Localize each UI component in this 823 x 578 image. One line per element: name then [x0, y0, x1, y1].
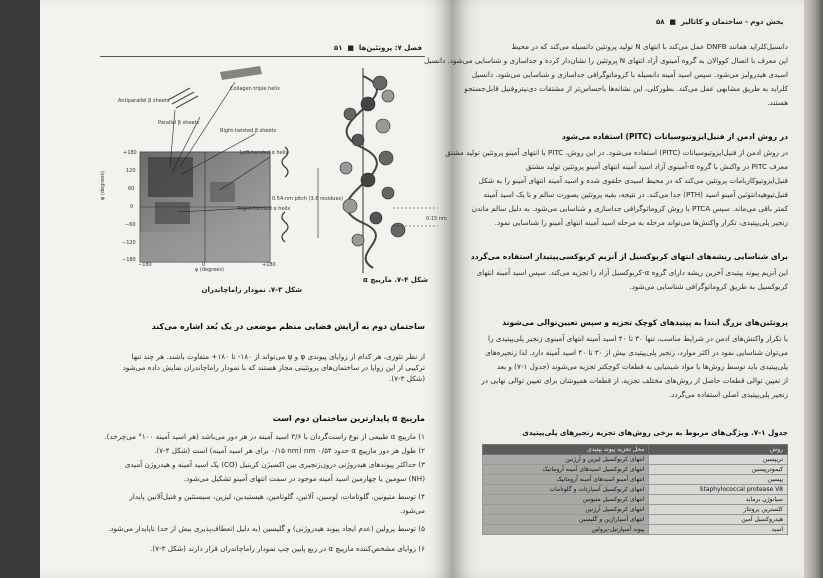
table-caption: جدول ۱-۷. ویژگی‌های مربوط به برخی روش‌های تجزیه زنجیرهای پلی‌پپتیدی — [522, 428, 788, 437]
helix-pitch-label: 0.54-nm pitch (3.6 residues) — [272, 196, 344, 202]
y-tick: 120 — [126, 168, 136, 174]
table-cell: اسید — [649, 525, 788, 535]
table-row — [483, 505, 788, 515]
list-item: ۱) مارپیچ α طبیعی از نوع راست‌گردان با ۳/۶ اسید آمینه در هر دور می‌باشد (هر اسید آمینه ۱۰۰° می‌چرخد). — [104, 432, 425, 441]
table-header: روش — [649, 445, 788, 455]
paragraph-line: ترکیبی از این زوایا در ساختمان‌های پروتئینی مجاز هستند که با نمودار راماچاندران نمایش داده می‌شود — [122, 363, 425, 372]
paragraph-line: با تکرار واکنش‌های ادمن در شرایط مناسب، تنها ۳۰ تا ۴۰ اسید آمینه انتهای آمینوی زنجیر پلی‌پپتیدی را — [487, 334, 788, 343]
list-item: (NH) سومین یا چهارمین اسید آمینه موجود در سمت انتهای آمینو تشکیل می‌شود. — [183, 474, 425, 483]
table-cell: کیموتریپسین — [649, 465, 788, 475]
table-cell: کلسترین پروتئاز — [649, 505, 788, 515]
section-heading-pitc: در روش ادمن از فنیل‌ایزوتیوسیانات (PITC) استفاده می‌شود — [561, 132, 788, 141]
label-collagen: Collagen triple helix — [230, 86, 281, 92]
table-cell: انتهای کربوکسیل آرژنین — [483, 505, 649, 515]
paragraph-line: هستند. — [767, 98, 788, 107]
right-part-title: بخش دوم - ساختمان و کاتالیز — [680, 18, 784, 26]
x-tick: −180 — [138, 262, 152, 268]
table-cell: هیدروکسیل آمین — [649, 515, 788, 525]
paragraph-line: فنیل‌ایزوتیوکاربامات پروتئین می‌کند که در محیط اسیدی حلقوی شده و اسید آمینه انتهای آمینو را به شکل — [478, 176, 788, 185]
paragraph-line: دانسیل‌کلراید همانند DNFB عمل می‌کند با انتهای N تولید پروتئین دانسیله می‌کند که در محیط — [511, 42, 788, 51]
helix-rise-label: 0.15 nm — [426, 216, 447, 222]
table-cell: انتهای کربوکسیل اسیدهای آمینه آروماتیک — [483, 465, 649, 475]
table-cell: پپسین — [649, 475, 788, 485]
right-page-header: ۵۸ ■ بخش دوم - ساختمان و کاتالیز — [656, 18, 784, 26]
table-cell: انتهای کربوکسیل لیزین و آرژنین — [483, 455, 649, 465]
y-tick: 0 — [130, 204, 134, 210]
section-title: ساختمان دوم به آرایش فضایی منظم موضعی در یک بُعد اشاره می‌کند — [151, 322, 425, 331]
table-cell: انتهای کربوکسیل آسپارتات و گلوتامات — [483, 485, 649, 495]
helix-caption: شکل ۴-۷. ماربیچ α — [363, 276, 428, 284]
paragraph-line: این معرف با اتصال کووالان به گروه آمینوی آزاد انتهای N پروتئین را نشان‌دار کرده و جداسازی و شناسایی می‌شود. دانسیل — [423, 56, 788, 65]
list-item: ۵) توسط پرولین (عدم ایجاد پیوند هیدروژنی) و گلیسین (به دلیل انعطاف‌پذیری بیش از حد) ناپایدار می‌شود. — [107, 524, 425, 533]
list-item: ۳) حداکثر پیوندهای هیدروژنی درون‌زنجیری بین اکسیژن کربنیل (CO) یک اسید آمینه و هیدروژن آمیدی — [124, 460, 425, 469]
table-row — [483, 485, 788, 495]
list-item: ۴) توسط متیونین، گلوتامات، لوسین، آلانین، گلوتامین، هیستیدین، لیزین، سیستئین و فنیل‌آلانین پایدار — [129, 492, 425, 501]
header-rule — [100, 56, 425, 57]
table-cell: تریپسین — [649, 455, 788, 465]
x-tick: +180 — [262, 262, 276, 268]
paragraph-line: کربوکسیل به طریق کروماتوگرافی شناسایی می‌شود. — [629, 282, 788, 291]
table-row — [483, 495, 788, 505]
table-header: محل تجزیه پیوند پپتیدی — [483, 445, 649, 455]
alpha-helix-figure — [288, 68, 448, 278]
table-row — [483, 525, 788, 535]
section-heading-large: پروتئین‌های بزرگ ابتدا به پپتیدهای کوچک تجزیه و سپس تعیین‌توالی می‌شوند — [502, 318, 788, 327]
table-cell: انتهای آمینو اسیدهای آمینه آروماتیک — [483, 475, 649, 485]
paragraph-line: زنجیر پلی‌پپتیدی، تکرار واکنش‌ها می‌تواند مرحله به مرحله اسید آمینه انتهای آمینو را شناسایی نمود. — [494, 218, 788, 227]
collagen-helix-icon — [220, 66, 262, 80]
section-heading-carboxy: برای شناسایی ریشه‌های انتهای کربوکسیل از آنزیم کربوکسی‌پپتیداز استفاده می‌گردد — [470, 252, 788, 261]
table-row — [483, 515, 788, 525]
paragraph-line: از تعیین توالی قطعات حاصل از روش‌های مختلف تجزیه، از قطعات همپوشان برای تعیین توالی نهایی در — [481, 376, 788, 385]
table-cell: پیوند آسپارتیل-پرولین — [483, 525, 649, 535]
paragraph-line: کمتر باقی می‌ماند. سپس PTCA با روش کروماتوگرافی جداسازی و شناسایی می‌شود. به دلیل سالم ماندن — [471, 204, 788, 213]
table-row — [483, 455, 788, 465]
y-axis-label: ψ (degrees) — [100, 171, 106, 200]
x-tick: 0 — [202, 262, 206, 268]
table-cell: Staphylococcal protease V8 — [649, 485, 788, 495]
paragraph-line: پلی‌پپتیدی باید توسط روش‌ها یا مواد شیمیایی به قطعات کوچکتر تجزیه می‌شوند (جدول ۱-۷) و بعد — [496, 362, 788, 371]
list-item: ۲) طول هر دور مارپیچ α حدود ۰/۵۴ nm (۰/۱۵ nm برای هر اسید آمینه) است (شکل ۴-۷). — [154, 446, 425, 455]
table-row — [483, 465, 788, 475]
label-left-handed: Left-handed α helix — [240, 150, 289, 156]
paragraph-line: از نظر تئوری، هر کدام از زوایای پیوندی φ و ψ می‌تواند از ۱۸۰- تا ۱۸۰+ متفاوت باشند. هر چند تنها — [131, 352, 425, 361]
paragraph-line: زنجیر پلی‌پپتیدی اصلی استفاده می‌گردد. — [668, 390, 788, 399]
left-page-header: فصل ۷: پروتئين‌ها ■ ۵۱ — [333, 44, 422, 52]
paragraph-line: فنیل‌تیوهیدانتوئین آمینو اسید (PTH) جدا می‌کند. در نتیجه، بقیه پروتئین بصورت سالم و با یک اسید آمینه — [483, 190, 788, 199]
book-page-edges — [804, 0, 823, 578]
subsection-title: مارپیچ α پایدارترین ساختمان دوم است — [272, 414, 425, 423]
y-tick: −180 — [122, 257, 136, 263]
paragraph-line: کلراید به طریق مشابهی عمل می‌کند. بطورکلی، این نشانه‌ها با‌حساس‌تر از مشتقات دی‌نیتروفنیل قابل‌جستجو — [464, 84, 788, 93]
paragraph-line: می‌توان شناسایی نمود در اکثر موارد، زنجیر پلی‌پپتیدی بیش از ۳۰ تا ۴۰ اسید آمینه دارد. لذا زنجیره‌های — [485, 348, 788, 357]
label-parallel: Parallel β sheets — [158, 120, 200, 126]
y-tick: −120 — [122, 240, 136, 246]
left-chapter-title: فصل ۷: پروتئين‌ها — [358, 44, 422, 52]
label-right-handed: Right-handed α helix — [238, 206, 291, 212]
label-antiparallel: Antiparallel β sheets — [118, 98, 170, 104]
list-item: می‌شود. — [399, 506, 425, 515]
y-tick: −60 — [125, 222, 136, 228]
left-page-number: ۵۱ — [333, 44, 343, 52]
paragraph-line: معرف PITC در واکنش با گروه α-آمینوی آزاد اسید آمینه انتهای آمینو پروتئین تولید مشتق — [525, 162, 788, 171]
table-cell: سیانوژن برماید — [649, 495, 788, 505]
ramachandran-caption: شکل ۳-۷. نمودار راماچاندران — [201, 286, 302, 294]
paragraph-line: در روش ادمن از فنیل‌ایزوتیوسیانات (PITC) استفاده می‌شود. در این روش، PITC با انتهای آمینو پروتئین تولید مشتق — [445, 148, 788, 157]
table-row — [483, 475, 788, 485]
y-tick: +180 — [123, 150, 137, 156]
list-item: ۶) زوایای مشخص‌کننده مارپیچ α در ربع پایین چپ نمودار راماچاندران قرار دارند (شکل ۳-۷). — [150, 544, 425, 553]
label-right-twisted: Right-twisted β sheets — [220, 128, 277, 134]
y-tick: 60 — [128, 186, 135, 192]
paragraph-line: اسیدی هیدرولیز می‌شود. سپس اسید آمینه دانسیله با کروماتوگرافی جداسازی و شناسایی می‌شود. دانسیل — [471, 70, 788, 79]
left-page — [40, 0, 452, 578]
paragraph-line: این آنزیم پیوند پپتیدی آخرین ریشه دارای گروه α-کربوکسیل آزاد را تجزیه می‌کند. سپس اسید آمینه انتهای — [476, 268, 788, 277]
table-cell: انتهای کربوکسیل متیونین — [483, 495, 649, 505]
cleavage-table — [482, 444, 788, 535]
paragraph-line: (شکل ۳-۷). — [389, 374, 425, 383]
x-axis-label: φ (degrees) — [195, 267, 224, 273]
beta-sheet-icon — [168, 88, 198, 108]
table-cell: انتهای آسپاراژین و گلیسین — [483, 515, 649, 525]
right-page-number: ۵۸ — [656, 18, 665, 26]
